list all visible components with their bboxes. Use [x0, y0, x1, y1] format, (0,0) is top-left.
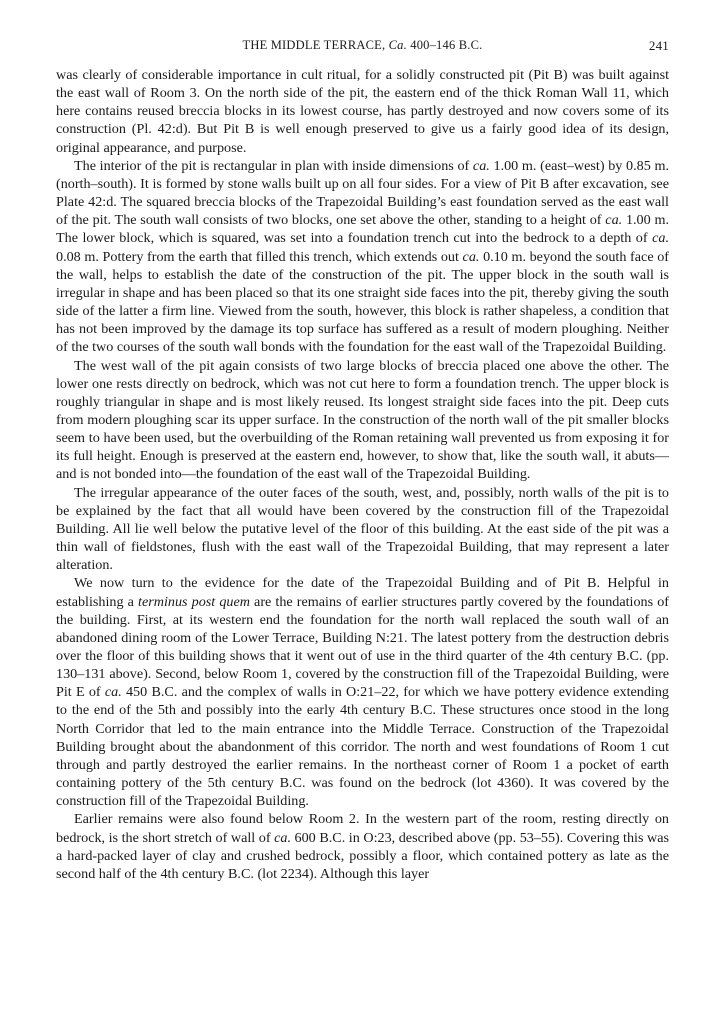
text-run: was clearly of considerable importance in cult ritual, for a solidly constructed pit (Pit B) was built against the east wall of Room 3. On the north side of the pit, the eastern end of the thick Roman Wall 11, which here contains reused breccia blocks in its lowest course, has partly destroyed and now covers some of its construction (Pl. 42:d). But Pit B is well enough preserved to give us a fairly good idea of its design, original appearance, and purpose.: [56, 67, 669, 156]
italic-term: ca.: [472, 157, 490, 174]
running-title-dates: 400–146: [406, 38, 459, 52]
era-abbreviation: B.C.: [151, 684, 178, 701]
paragraph-p6: [56, 810, 669, 883]
text-run: We now turn to the evidence for the date of the Trapezoidal Building and of Pit B. Helpful in establishing a: [56, 575, 669, 610]
paragraph-p4: [56, 484, 669, 575]
text-run: 1.00 m. The lower block, which is squared, was set into a foundation trench cut into the bedrock to a depth of: [56, 212, 669, 247]
era-abbreviation: B.C.: [228, 865, 254, 882]
text-run: (lot 2234). Although this layer: [253, 865, 430, 882]
italic-term: ca.: [274, 829, 291, 846]
text-run: The west wall of the pit again consists of two large blocks of breccia placed one above the other. The lower one rests directly on bedrock, which was not cut here to form a foundation trench. The upper block is roughly triangular in shape and is most likely reused. Its longest straight side faces into the pit. Deep cuts from modern ploughing scar its upper surface. In the construction of the north wall of the pit smaller blocks seem to have been used, but the overbuilding of the Roman retaining wall prevented us from exposing it for its full height. Enough is preserved at the eastern end, however, to show that, like the south wall, it abuts—and is not bonded into—the foundation of the east wall of the Trapezoidal Building.: [56, 357, 669, 483]
running-title: [56, 38, 669, 53]
era-abbreviation: B.C.: [279, 775, 306, 792]
text-run: The interior of the pit is rectangular in plan with inside dimensions of: [74, 157, 473, 174]
italic-term: ca.: [605, 212, 623, 229]
text-run: The irregular appearance of the outer faces of the south, west, and, possibly, north walls of the pit is to be explained by the fact that all would have been covered by the construction fill of the Trapezoidal Building. All lie well below the putative level of the floor of this building. At the east side of the pit was a thin wall of fieldstones, flush with the east wall of the Trapezoidal Building, that may represent a later alteration.: [56, 484, 669, 574]
text-run: and the complex of walls in O:21–22, for which we have pottery evidence extending to the end of the 5th and possibly into the early 4th century: [56, 684, 670, 719]
text-run: 0.08 m. Pottery from the earth that filled this trench, which extends out: [56, 248, 463, 265]
text-run: 450: [121, 684, 152, 701]
paragraph-p2: [56, 157, 669, 357]
text-run: 0.10 m. beyond the south face of the wall, helps to establish the date of the construction of the pit. The upper block in the south wall is irregular in shape and has been placed so that its one straight side faces into the pit, thereby giving the south side of the latter a firm line. Viewed from the south, however, this block is rather shapeless, a condition that has not been improved by the damage its top surface has suffered as a result of modern ploughing. Neither of the two courses of the south wall bonds with the foundation for the east wall of the Trapezoidal Building.: [56, 248, 670, 356]
text-run: are the remains of earlier structures partly covered by the foundations of the building. First, at its western end the foundation for the north wall replaced the south wall of an abandoned dining room of the Lower Terrace, Building N:21. The latest pottery from the destruction debris over the floor of this building shows that it went out of use in the third quarter of the 4th century: [56, 593, 670, 664]
italic-term: ca.: [462, 248, 480, 265]
running-head: [56, 38, 669, 60]
paragraph-p5: [56, 574, 669, 810]
paragraph-p3: [56, 357, 669, 484]
era-abbreviation: B.C.: [319, 829, 346, 846]
italic-term: ca.: [652, 230, 669, 247]
era-abbreviation: B.C.: [616, 648, 643, 664]
body-text: [56, 66, 669, 883]
italic-term: ca.: [104, 684, 122, 701]
running-title-ca: Ca.: [388, 38, 407, 52]
text-run: These structures once stood in the long North Corridor that led to the main entrance into the Middle Terrace. Construction of the Trapezoidal Building brought about the abandonment of this corridor. The north and west foundations of Room 1 cut through and partly destroyed the earlier remains. In the northeast corner of Room 1 a pocket of earth containing pottery of the 5th century: [56, 702, 670, 792]
era-abbreviation: B.C.: [410, 702, 437, 719]
page-number: 241: [648, 38, 669, 53]
text-run: (pp. 130–131 above). Second, below Room 1, covered by the construction fill of the Trapezoidal Building, were Pit E of: [56, 648, 669, 701]
italic-term: terminus post quem: [138, 593, 250, 610]
paragraph-p1: [56, 66, 669, 157]
text-run: in O:23, described above (pp. 53–55). Covering this was a hard-packed layer of clay and crushed bedrock, possibly a floor, which contained pottery as late as the second half of the 4th century: [56, 829, 670, 882]
text-run: 1.00 m. (east–west) by 0.85 m. (north–south). It is formed by stone walls built up on all four sides. For a view of Pit B after excavation, see Plate 42:d. The squared breccia blocks of the Trapezoidal Building’s east foundation served as the east wall of the pit. The south wall consists of two blocks, one set above the other, standing to a height of: [56, 157, 669, 229]
book-page: [56, 38, 669, 883]
running-title-bc: B.C.: [458, 38, 483, 52]
running-title-text: THE MIDDLE TERRACE,: [242, 38, 389, 52]
text-run: 600: [290, 829, 320, 846]
text-run: was found on the bedrock (lot 4360). It was covered by the construction fill of the Trapezoidal Building.: [56, 775, 669, 810]
text-run: Earlier remains were also found below Room 2. In the western part of the room, resting directly on bedrock, is the short stretch of wall of: [56, 811, 669, 846]
